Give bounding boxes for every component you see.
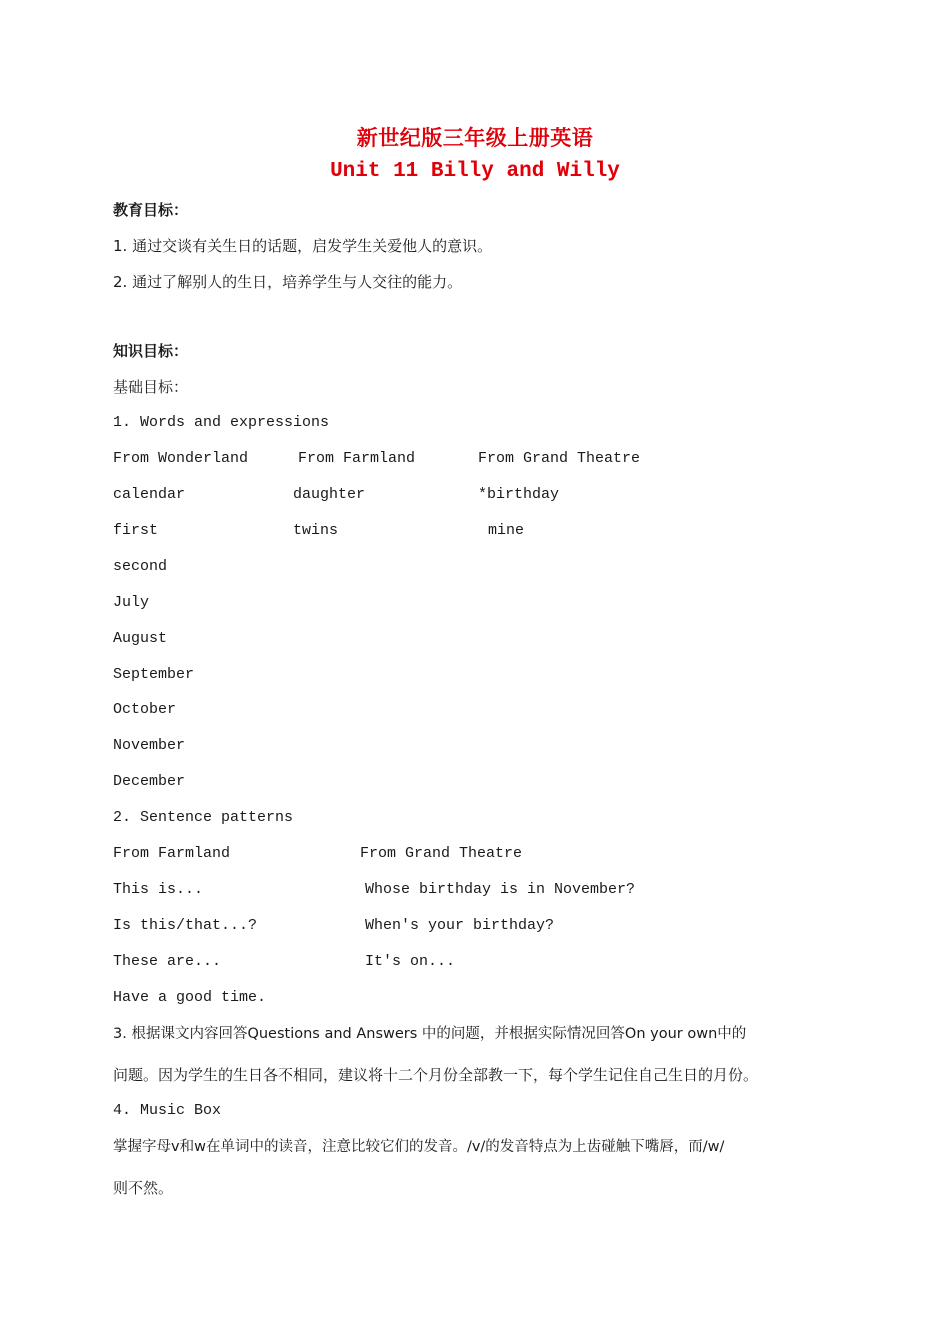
word-item: September bbox=[113, 666, 195, 683]
sentences-col-header-grand-theatre: From Grand Theatre bbox=[360, 845, 523, 862]
sentences-col-header-farmland: From Farmland bbox=[113, 845, 231, 862]
word-item: first bbox=[113, 522, 159, 539]
sentence-item: Have a good time. bbox=[113, 989, 267, 1006]
word-item: *birthday bbox=[478, 486, 560, 503]
words-col-header-farmland: From Farmland bbox=[298, 450, 416, 467]
word-item: December bbox=[113, 773, 186, 790]
education-goal-1: 1. 通过交谈有关生日的话题，启发学生关爱他人的意识。 bbox=[113, 237, 493, 255]
word-item: second bbox=[113, 558, 168, 575]
sentence-item: This is... bbox=[113, 881, 204, 898]
word-item: calendar bbox=[113, 486, 186, 503]
item3-line1: 3. 根据课文内容回答Questions and Answers 中的问题，并根据实际情况回答On your own中的 bbox=[113, 1026, 747, 1042]
item3-line2: 问题。因为学生的生日各不相同，建议将十二个月份全部教一下，每个学生记住自己生日的月份。 bbox=[113, 1066, 759, 1084]
education-goals-heading: 教育目标： bbox=[113, 201, 189, 219]
unit-title: Unit 11 Billy and Willy bbox=[330, 160, 620, 183]
sentence-item: Whose birthday is in November? bbox=[365, 881, 636, 898]
document-title: 新世纪版三年级上册英语 bbox=[356, 126, 594, 150]
words-col-header-grand-theatre: From Grand Theatre bbox=[478, 450, 641, 467]
word-item: daughter bbox=[293, 486, 366, 503]
sentence-item: These are... bbox=[113, 953, 222, 970]
word-item: twins bbox=[293, 522, 339, 539]
item4-line2: 则不然。 bbox=[113, 1179, 174, 1197]
knowledge-goals-heading: 知识目标： bbox=[113, 342, 189, 360]
item4-line1: 掌握字母v和w在单词中的读音，注意比较它们的发音。/v/的发音特点为上齿碰触下嘴唇，而/w/ bbox=[113, 1139, 725, 1155]
sentence-item: Is this/that...? bbox=[113, 917, 258, 934]
words-col-header-wonderland: From Wonderland bbox=[113, 450, 249, 467]
word-item: mine bbox=[488, 522, 525, 539]
sentence-item: It's on... bbox=[365, 953, 456, 970]
word-item: August bbox=[113, 630, 168, 647]
basic-goals-heading: 基础目标： bbox=[113, 378, 189, 396]
word-item: July bbox=[113, 594, 150, 611]
education-goal-2: 2. 通过了解别人的生日，培养学生与人交往的能力。 bbox=[113, 273, 463, 291]
word-item: November bbox=[113, 737, 186, 754]
music-box-heading: 4. Music Box bbox=[113, 1102, 222, 1119]
words-heading: 1. Words and expressions bbox=[113, 414, 330, 431]
sentence-item: When's your birthday? bbox=[365, 917, 555, 934]
sentences-heading: 2. Sentence patterns bbox=[113, 809, 294, 826]
word-item: October bbox=[113, 701, 177, 718]
